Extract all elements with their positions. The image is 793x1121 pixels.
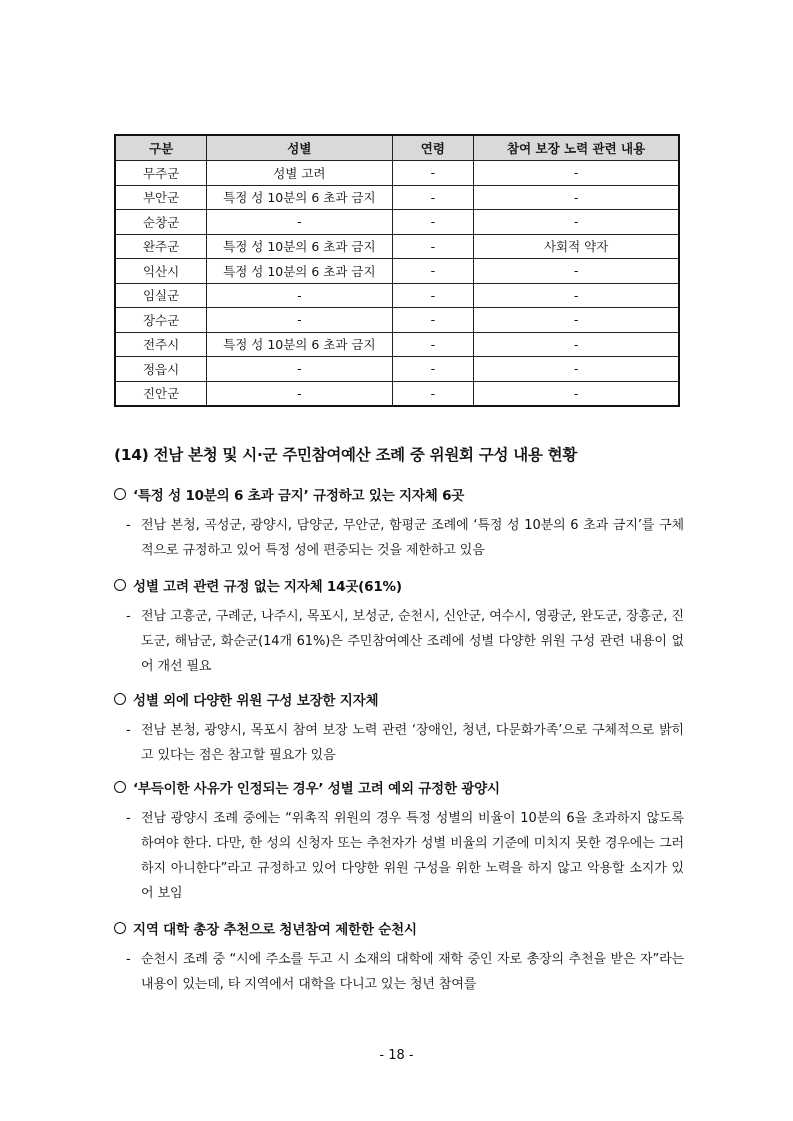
cell-participation: -	[474, 259, 679, 284]
item-heading-text: ‘부득이한 사유가 인정되는 경우’ 성별 고려 예외 규정한 광양시	[133, 781, 500, 797]
cell-participation: -	[474, 308, 679, 333]
dash-bullet: -	[126, 952, 131, 967]
item-body-text: 순천시 조례 중 “시에 주소를 두고 시 소재의 대학에 재학 중인 자로 총장의 추천을 받은 자”라는 내용이 있는데, 타 지역에서 대학을 다니고 있는 청년 참여를	[141, 952, 684, 992]
cell-gender: -	[207, 283, 392, 308]
cell-age: -	[392, 234, 474, 259]
item-body	[114, 947, 684, 997]
cell-age: -	[392, 332, 474, 357]
cell-region: 순창군	[115, 210, 207, 235]
item-heading	[114, 918, 684, 938]
cell-age: -	[392, 185, 474, 210]
table-row	[115, 259, 679, 284]
circle-bullet-icon	[114, 922, 126, 934]
item-heading	[114, 575, 684, 595]
item-block-1	[114, 484, 684, 563]
cell-gender: 특정 성 10분의 6 초과 금지	[207, 332, 392, 357]
cell-participation: -	[474, 357, 679, 382]
item-body-text: 전남 본청, 곡성군, 광양시, 담양군, 무안군, 함평군 조례에 ‘특정 성 10분의 6 초과 금지’를 구체적으로 규정하고 있어 특정 성에 편중되는 것을 제한하고 있음	[141, 518, 684, 558]
section-title: (14) 전남 본청 및 시·군 주민참여예산 조례 중 위원회 구성 내용 현황	[114, 446, 578, 464]
circle-bullet-icon	[114, 488, 126, 500]
cell-participation: 사회적 약자	[474, 234, 679, 259]
cell-participation: -	[474, 381, 679, 406]
cell-region: 임실군	[115, 283, 207, 308]
cell-region: 전주시	[115, 332, 207, 357]
cell-region: 진안군	[115, 381, 207, 406]
table-row	[115, 332, 679, 357]
cell-age: -	[392, 381, 474, 406]
cell-region: 완주군	[115, 234, 207, 259]
cell-gender: 특정 성 10분의 6 초과 금지	[207, 234, 392, 259]
table-row	[115, 283, 679, 308]
dash-bullet: -	[126, 518, 131, 533]
dash-bullet: -	[126, 811, 131, 826]
item-body-text: 전남 고흥군, 구례군, 나주시, 목포시, 보성군, 순천시, 신안군, 여수시, 영광군, 완도군, 장흥군, 진도군, 해남군, 화순군(14개 61%)은 주민참여예산 조례에 성별 다양한 위원 구성 관련 내용이 없어 개선 필요	[141, 609, 684, 674]
council-composition-table	[114, 134, 680, 407]
table-row	[115, 381, 679, 406]
item-heading-text: ‘특정 성 10분의 6 초과 금지’ 규정하고 있는 지자체 6곳	[133, 488, 465, 504]
item-heading-text: 성별 외에 다양한 위원 구성 보장한 지자체	[133, 693, 379, 709]
cell-gender: 특정 성 10분의 6 초과 금지	[207, 259, 392, 284]
circle-bullet-icon	[114, 781, 126, 793]
dash-bullet: -	[126, 723, 131, 738]
cell-participation: -	[474, 210, 679, 235]
item-heading	[114, 484, 684, 504]
cell-age: -	[392, 283, 474, 308]
cell-region: 무주군	[115, 161, 207, 186]
cell-participation: -	[474, 332, 679, 357]
dash-bullet: -	[126, 609, 131, 624]
cell-age: -	[392, 259, 474, 284]
cell-gender: -	[207, 381, 392, 406]
cell-gender: 성별 고려	[207, 161, 392, 186]
table-row	[115, 210, 679, 235]
cell-region: 익산시	[115, 259, 207, 284]
cell-age: -	[392, 161, 474, 186]
cell-region: 정읍시	[115, 357, 207, 382]
cell-age: -	[392, 308, 474, 333]
item-body	[114, 806, 684, 906]
cell-age: -	[392, 357, 474, 382]
cell-gender: 특정 성 10분의 6 초과 금지	[207, 185, 392, 210]
item-heading	[114, 777, 684, 797]
item-block-3	[114, 689, 684, 768]
column-header-gender: 성별	[207, 135, 392, 161]
circle-bullet-icon	[114, 579, 126, 591]
cell-gender: -	[207, 308, 392, 333]
cell-gender: -	[207, 357, 392, 382]
cell-participation: -	[474, 185, 679, 210]
item-block-4	[114, 777, 684, 906]
column-header-age: 연령	[392, 135, 474, 161]
cell-gender: -	[207, 210, 392, 235]
page-number: - 18 -	[379, 1048, 414, 1063]
cell-participation: -	[474, 283, 679, 308]
item-body-text: 전남 광양시 조례 중에는 “위촉직 위원의 경우 특정 성별의 비율이 10분의 6을 초과하지 않도록 하여야 한다. 다만, 한 성의 신청자 또는 추천자가 성별 비율의 기준에 미치지 못한 경우에는 그러하지 아니한다”라고 규정하고 있어 다양한 위원 구성을 위한 노력을 하지 않고 악용할 소지가 있어 보임	[141, 811, 684, 901]
table-row	[115, 357, 679, 382]
table-row	[115, 161, 679, 186]
item-body	[114, 513, 684, 563]
item-body	[114, 604, 684, 679]
cell-region: 부안군	[115, 185, 207, 210]
table-row	[115, 308, 679, 333]
item-heading	[114, 689, 684, 709]
item-block-2	[114, 575, 684, 679]
circle-bullet-icon	[114, 693, 126, 705]
table-header-row	[115, 135, 679, 161]
table-row	[115, 185, 679, 210]
table-row	[115, 234, 679, 259]
cell-participation: -	[474, 161, 679, 186]
cell-region: 장수군	[115, 308, 207, 333]
item-heading-text: 지역 대학 총장 추천으로 청년참여 제한한 순천시	[133, 922, 417, 938]
item-heading-text: 성별 고려 관련 규정 없는 지자체 14곳(61%)	[133, 579, 402, 595]
cell-age: -	[392, 210, 474, 235]
column-header-region: 구분	[115, 135, 207, 161]
column-header-participation: 참여 보장 노력 관련 내용	[474, 135, 679, 161]
item-body-text: 전남 본청, 광양시, 목포시 참여 보장 노력 관련 ‘장애인, 청년, 다문화가족’으로 구체적으로 밝히고 있다는 점은 참고할 필요가 있음	[141, 723, 684, 763]
item-block-5	[114, 918, 684, 997]
item-body	[114, 718, 684, 768]
